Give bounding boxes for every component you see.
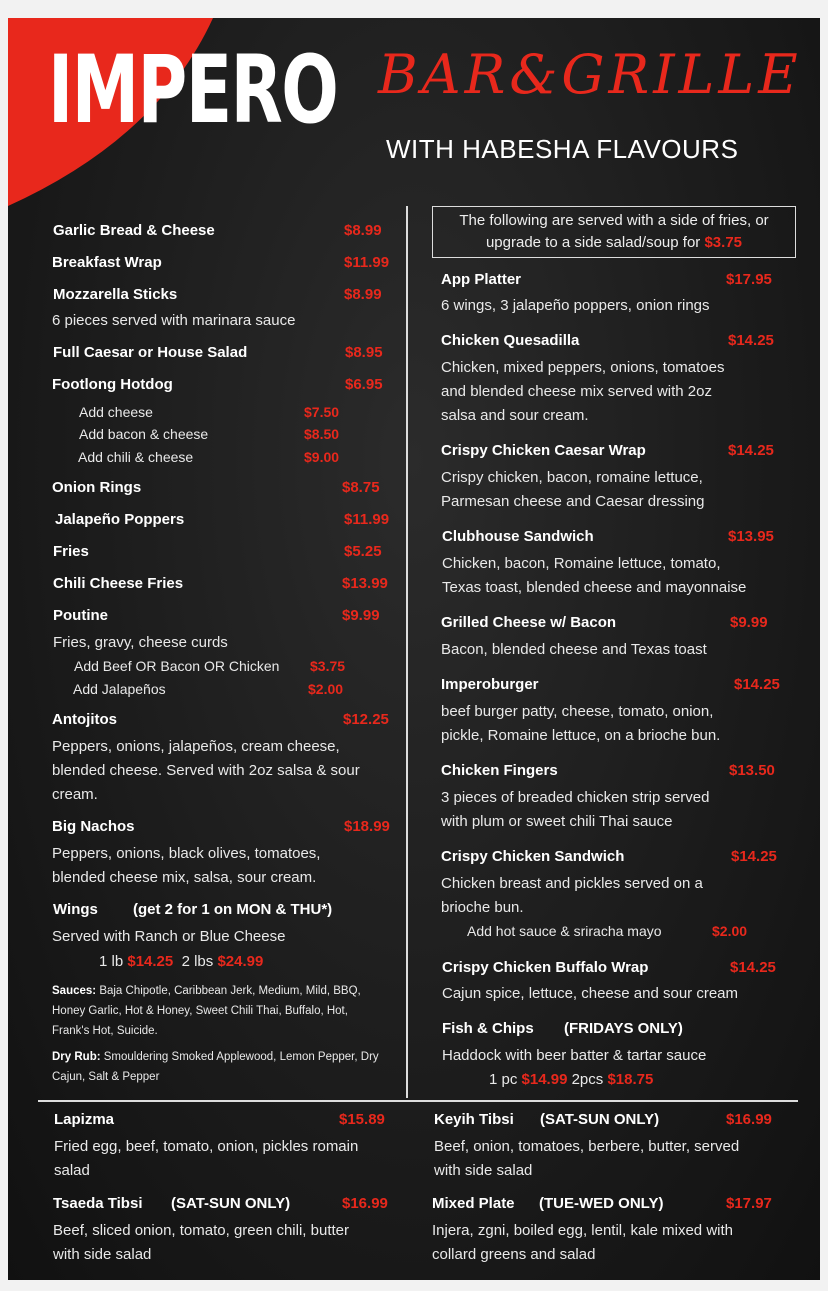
item-description: Peppers, onions, jalapeños, cream cheese, — [52, 738, 340, 755]
size-price: $24.99 — [217, 953, 264, 970]
item-description: pickle, Romaine lettuce, on a brioche bun. — [441, 727, 721, 744]
item-name: Chicken Fingers — [441, 762, 558, 779]
item-description: 6 wings, 3 jalapeño poppers, onion rings — [441, 297, 710, 314]
logo-text: IMPERO — [48, 36, 338, 145]
item-description: blended cheese mix, salsa, sour cream. — [52, 869, 317, 886]
item-promo: (get 2 for 1 on MON & THU*) — [133, 901, 333, 918]
item-name: Onion Rings — [52, 479, 142, 496]
item-price: $14.25 — [730, 959, 776, 976]
size-price: $14.99 — [521, 1071, 568, 1088]
item-price: $13.50 — [729, 762, 775, 779]
addon-label: Add bacon & cheese — [79, 426, 209, 442]
size-price: $14.25 — [127, 953, 174, 970]
sauces-list — [52, 981, 382, 1041]
item-name: Breakfast Wrap — [52, 254, 162, 271]
menu-board — [8, 18, 820, 1280]
item-name: Antojitos — [52, 711, 117, 728]
item-name: Imperoburger — [441, 676, 539, 693]
size-prices — [99, 950, 263, 974]
size-label: 1 pc — [489, 1071, 518, 1088]
dry-rub-text: Smouldering Smoked Applewood, Lemon Pepper, Dry Cajun, Salt & Pepper — [52, 1051, 379, 1083]
item-name: Mozzarella Sticks — [53, 286, 178, 303]
item-price: $17.97 — [726, 1195, 772, 1212]
item-name: Grilled Cheese w/ Bacon — [441, 614, 617, 631]
item-description: and blended cheese mix served with 2oz — [441, 383, 712, 400]
item-description: Texas toast, blended cheese and mayonnaise — [442, 579, 747, 596]
size-label: 2 lbs — [181, 953, 214, 970]
item-price: $8.75 — [342, 479, 380, 496]
item-description: with side salad — [434, 1162, 533, 1179]
item-name: Big Nachos — [52, 818, 135, 835]
item-name: Keyih Tibsi — [434, 1111, 514, 1128]
item-price: $13.99 — [342, 575, 388, 592]
item-name: Jalapeño Poppers — [55, 511, 185, 528]
item-description: with plum or sweet chili Thai sauce — [441, 813, 673, 830]
item-description: 3 pieces of breaded chicken strip served — [441, 789, 710, 806]
item-description: Chicken breast and pickles served on a — [441, 875, 703, 892]
item-promo: (FRIDAYS ONLY) — [564, 1020, 683, 1037]
size-label: 2pcs — [571, 1071, 604, 1088]
item-description: Bacon, blended cheese and Texas toast — [441, 641, 707, 658]
item-name: Clubhouse Sandwich — [442, 528, 594, 545]
item-description: Peppers, onions, black olives, tomatoes, — [52, 845, 321, 862]
item-description: Injera, zgni, boiled egg, lentil, kale mixed with — [432, 1222, 733, 1239]
item-description: Served with Ranch or Blue Cheese — [52, 928, 286, 945]
size-price: $18.75 — [607, 1071, 654, 1088]
item-name: Garlic Bread & Cheese — [53, 222, 215, 239]
item-price: $11.99 — [344, 511, 390, 528]
item-name: Footlong Hotdog — [52, 376, 173, 393]
item-description: Chicken, mixed peppers, onions, tomatoes — [441, 359, 725, 376]
addon-label: Add chili & cheese — [78, 449, 194, 465]
item-description: salsa and sour cream. — [441, 407, 589, 424]
item-description: Fries, gravy, cheese curds — [53, 634, 228, 651]
fries-notice — [432, 206, 796, 258]
item-name: App Platter — [441, 271, 522, 288]
script-subtitle: BAR&GRILLE — [378, 43, 802, 106]
item-name: Chili Cheese Fries — [53, 575, 184, 592]
addon-price: $2.00 — [308, 681, 344, 697]
item-description: Crispy chicken, bacon, romaine lettuce, — [441, 469, 703, 486]
notice-text: The following are served with a side of fries, or upgrade to a side salad/soup for — [459, 212, 769, 251]
item-name: Fish & Chips — [442, 1020, 534, 1037]
item-price: $18.99 — [344, 818, 390, 835]
item-description: cream. — [52, 786, 98, 803]
item-description: blended cheese. Served with 2oz salsa & sour — [52, 762, 360, 779]
addon-label: Add Jalapeños — [73, 681, 166, 697]
item-price: $13.95 — [728, 528, 774, 545]
item-description: beef burger patty, cheese, tomato, onion, — [441, 703, 714, 720]
addon-label: Add cheese — [79, 404, 153, 420]
section-divider — [38, 1100, 798, 1102]
item-description: brioche bun. — [441, 899, 524, 916]
item-name: Crispy Chicken Sandwich — [441, 848, 625, 865]
item-price: $14.25 — [728, 442, 774, 459]
item-price: $9.99 — [342, 607, 380, 624]
addon-label: Add Beef OR Bacon OR Chicken — [74, 658, 280, 674]
item-price: $8.95 — [345, 344, 383, 361]
sauces-text: Baja Chipotle, Caribbean Jerk, Medium, Mild, BBQ, Honey Garlic, Hot & Honey, Sweet Chili Thai, Buffalo, Hot, Frank's Hot, Suicide. — [52, 985, 361, 1037]
item-price: $6.95 — [345, 376, 383, 393]
item-description: Chicken, bacon, Romaine lettuce, tomato, — [442, 555, 721, 572]
item-name: Crispy Chicken Caesar Wrap — [441, 442, 646, 459]
item-description: Beef, sliced onion, tomato, green chili, butter — [53, 1222, 350, 1239]
item-price: $5.25 — [344, 543, 382, 560]
item-description: salad — [54, 1162, 90, 1179]
addon-price: $3.75 — [310, 658, 346, 674]
item-price: $14.25 — [734, 676, 780, 693]
addon-price: $7.50 — [304, 404, 340, 420]
item-description: Fried egg, beef, tomato, onion, pickles romain — [54, 1138, 359, 1155]
item-name: Lapizma — [54, 1111, 115, 1128]
item-price: $16.99 — [726, 1111, 772, 1128]
item-description: Beef, onion, tomatoes, berbere, butter, served — [434, 1138, 740, 1155]
item-description: collard greens and salad — [432, 1246, 596, 1263]
dry-rub-list — [52, 1047, 382, 1087]
notice-price: $3.75 — [704, 234, 743, 251]
item-name: Chicken Quesadilla — [441, 332, 580, 349]
size-label: 1 lb — [99, 953, 124, 970]
item-description: Cajun spice, lettuce, cheese and sour cream — [442, 985, 738, 1002]
item-price: $12.25 — [343, 711, 389, 728]
addon-price: $2.00 — [712, 923, 748, 939]
size-prices — [489, 1068, 653, 1092]
item-name: Crispy Chicken Buffalo Wrap — [442, 959, 649, 976]
dry-rub-label: Dry Rub: — [52, 1051, 101, 1063]
item-description: Haddock with beer batter & tartar sauce — [442, 1047, 707, 1064]
item-price: $8.99 — [344, 222, 382, 239]
item-price: $8.99 — [344, 286, 382, 303]
item-promo: (SAT-SUN ONLY) — [540, 1111, 660, 1128]
item-price: $9.99 — [730, 614, 768, 631]
item-price: $17.95 — [726, 271, 772, 288]
item-description: Parmesan cheese and Caesar dressing — [441, 493, 705, 510]
item-price: $16.99 — [342, 1195, 388, 1212]
item-name: Fries — [53, 543, 89, 560]
addon-price: $8.50 — [304, 426, 340, 442]
item-description: 6 pieces served with marinara sauce — [52, 312, 296, 329]
item-price: $14.25 — [728, 332, 774, 349]
tagline: WITH HABESHA FLAVOURS — [386, 134, 739, 164]
item-promo: (SAT-SUN ONLY) — [171, 1195, 291, 1212]
item-name: Tsaeda Tibsi — [53, 1195, 143, 1212]
item-price: $14.25 — [731, 848, 777, 865]
item-promo: (TUE-WED ONLY) — [539, 1195, 664, 1212]
item-price: $11.99 — [344, 254, 390, 271]
item-name: Mixed Plate — [432, 1195, 515, 1212]
item-name: Full Caesar or House Salad — [53, 344, 248, 361]
addon-label: Add hot sauce & sriracha mayo — [467, 923, 662, 939]
item-name: Poutine — [53, 607, 108, 624]
column-divider — [406, 206, 408, 1098]
sauces-label: Sauces: — [52, 985, 97, 997]
item-name: Wings — [53, 901, 98, 918]
addon-price: $9.00 — [304, 449, 340, 465]
item-description: with side salad — [53, 1246, 152, 1263]
item-price: $15.89 — [339, 1111, 385, 1128]
